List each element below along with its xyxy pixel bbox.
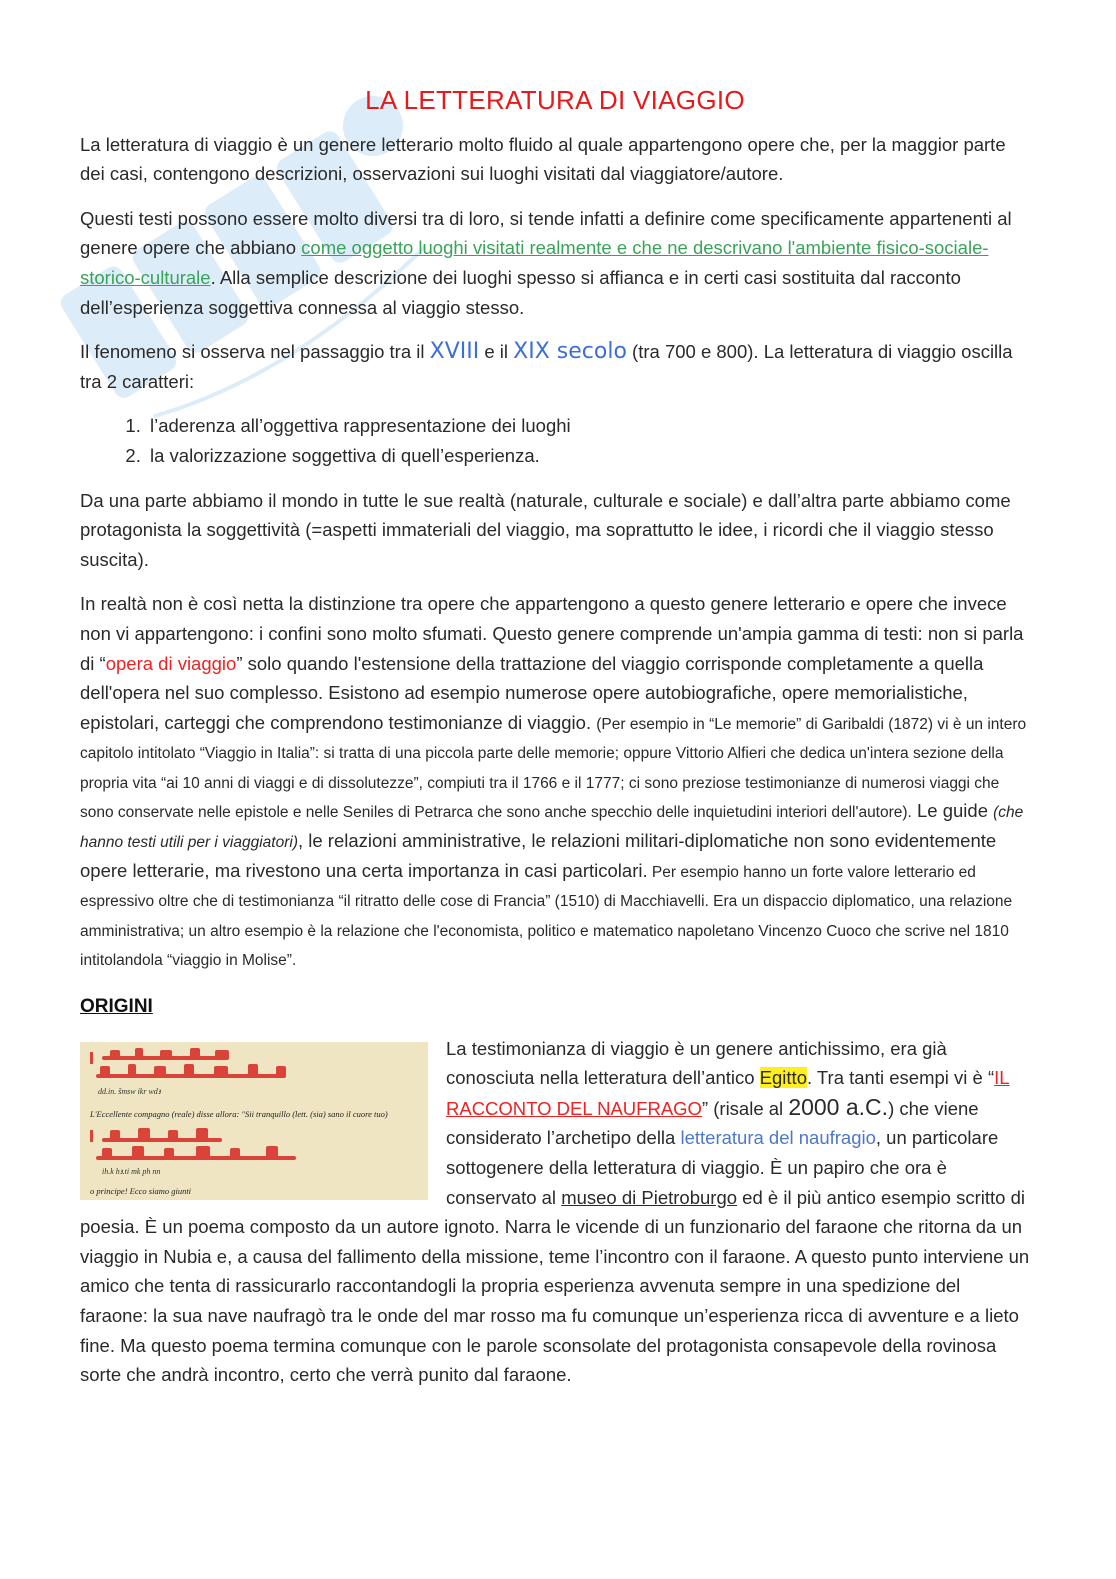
translation-1: L'Eccellente compagno (reale) disse allora: "Sii tranquillo (lett. (sia) sano il cuore tuo): [90, 1108, 388, 1119]
paragraph-subjectivity: Da una parte abbiamo il mondo in tutte le sue realtà (naturale, culturale e sociale) e dall’altra parte abbiamo come protagonista la soggettività (=aspetti immateriali del viaggio, ma soprattutto le idee, i ricordi che il viaggio stesso suscita).: [80, 489, 1011, 570]
text-span: (tra 700 e 800). La letteratura di viaggio oscilla tra 2 caratteri:: [80, 341, 1013, 392]
small-note: (Per esempio in “Le memorie” di Garibaldi (1872) vi è un intero capitolo intitolato “Viaggio in Italia”: si tratta di una piccola parte delle memorie; oppure Vittorio Alfieri che dedica un'intera sezione della propria vita “ai 10 anni di viaggi e di dissolutezze”, compiuti tra il 1766 e il 1777; ci sono preziose testimonianze di numerosi viaggi che sono conservate nelle epistole e nelle Seniles di Petrarca che sono anche specchio delle inquietudini interiori dell'autore).: [80, 715, 1027, 822]
naufragio-genre: letteratura del naufragio: [680, 1127, 876, 1149]
page-title: LA LETTERATURA DI VIAGGIO: [365, 85, 745, 115]
text-span: Le guide: [911, 800, 994, 822]
list-item: 1. l’aderenza all’oggettiva rappresentazione dei luoghi: [146, 411, 1030, 441]
text-span: , le relazioni amministrative, le relazioni militari-diplomatiche non sono evidentemente opere letterarie, ma rivestono una certa importanza in casi particolari.: [80, 830, 997, 881]
text-span: La testimonianza di viaggio è un genere antichissimo, era già conosciuta nella letteratura dell’antico: [446, 1037, 947, 1089]
definition-link[interactable]: come oggetto luoghi visitati realmente e che ne descrivano l'ambiente fisico-sociale-storico-culturale: [80, 237, 989, 288]
text-span: ) che viene considerato l’archetipo della: [446, 1097, 979, 1149]
small-note: Per esempio hanno un forte valore letterario ed espressivo oltre che di testimonianza “il ritratto delle cose di Francia” (1510) di Macchiavelli. Era un dispaccio diplomatico, una relazione amministrativa; un altro esempio è la relazione che l'economista, politico e matematico napoletano Vincenzo Cuoco che scrive nel 1810 intitolandola “viaggio in Molise”.: [80, 863, 1013, 970]
transliteration-1: dd.in. šmsw ikr wdꜣ: [98, 1086, 161, 1096]
museum-name: museo di Pietroburgo: [561, 1186, 738, 1208]
italic-note: (che hanno testi utili per i viaggiatori): [80, 804, 1024, 852]
text-span: e il: [479, 341, 514, 363]
century-xix: XIX secolo: [513, 339, 627, 365]
naufrago-title: IL RACCONTO DEL NAUFRAGO: [446, 1067, 1010, 1119]
text-span: ” (risale al: [701, 1097, 789, 1119]
century-xviii: XVIII: [429, 339, 480, 365]
text-span: ” solo quando l'estensione della trattazione del viaggio corrisponde completamente a quella dell'opera nel suo complesso. Esistono ad esempio numerose opere autobiografiche, opere memorialistiche, epistolari, carteggi che comprendono testimonianze di viaggio.: [80, 652, 984, 733]
text-span: Questi testi possono essere molto diversi tra di loro, si tende infatti a definire come specificamente appartenenti al genere opere che abbiano: [80, 207, 1012, 259]
hieroglyph-illustration: [80, 1042, 428, 1200]
text-span: Il fenomeno si osserva nel passaggio tra il: [80, 341, 430, 363]
list-item: 2. la valorizzazione soggettiva di quell’esperienza.: [146, 441, 1030, 471]
section-heading-origini: ORIGINI: [80, 996, 153, 1018]
text-span: , un particolare sottogenere della letteratura di viaggio. È un papiro che ora è conservato al: [446, 1127, 999, 1208]
translation-2: o principe! Ecco siamo giunti: [90, 1185, 192, 1196]
characters-list: [80, 411, 1030, 470]
paragraph-centuries: [80, 337, 1030, 396]
text-span: . Tra tanti esempi vi è “: [806, 1067, 995, 1089]
paragraph-intro: La letteratura di viaggio è un genere letterario molto fluido al quale appartengono opere che, per la maggior parte dei casi, contengono descrizioni, osservazioni sui luoghi visitati dal viaggiatore/autore.: [80, 133, 1006, 185]
transliteration-2: ih.k hꜣ.ti mk ph nn: [102, 1166, 161, 1176]
text-span: . Alla semplice descrizione dei luoghi spesso si affianca e in certi casi sostituita dal racconto dell’esperienza soggettiva connessa al viaggio stesso.: [80, 266, 961, 318]
opera-di-viaggio: opera di viaggio: [105, 652, 237, 674]
text-span: ed è il più antico esempio scritto di poesia. È un poema composto da un autore ignoto. Narra le vicende di un funzionario del faraone che ritorna da un viaggio in Nubia e, a causa del fallimento della missione, teme l’incontro con il faraone. A questo punto interviene un amico che tenta di rassicurarlo raccontandogli la propria esperienza avvenuta sempre in una spedizione del faraone: la sua nave naufragò tra le onde del mar rosso ma fu comunque un’esperienza ricca di avventure e a lieto fine. Ma questo poema termina comunque con le parole sconsolate del protagonista consapevole della rovinosa sorte che andrà incontro, certo che verrà punito dal faraone.: [80, 1186, 1030, 1386]
paragraph-definition: [80, 204, 1030, 322]
document-page: [80, 80, 1030, 1405]
paragraph-boundaries: [80, 589, 1030, 974]
text-span: In realtà non è così netta la distinzione tra opere che appartengono a questo genere letterario e opere che invece non vi appartengono: i confini sono molto sfumati. Questo genere comprende un'ampia gamma di testi: non si parla di “: [80, 593, 1024, 674]
highlight-egitto: Egitto: [759, 1067, 807, 1089]
year-2000: 2000 a.C.: [788, 1093, 889, 1120]
papyrus-image: [80, 1042, 428, 1200]
